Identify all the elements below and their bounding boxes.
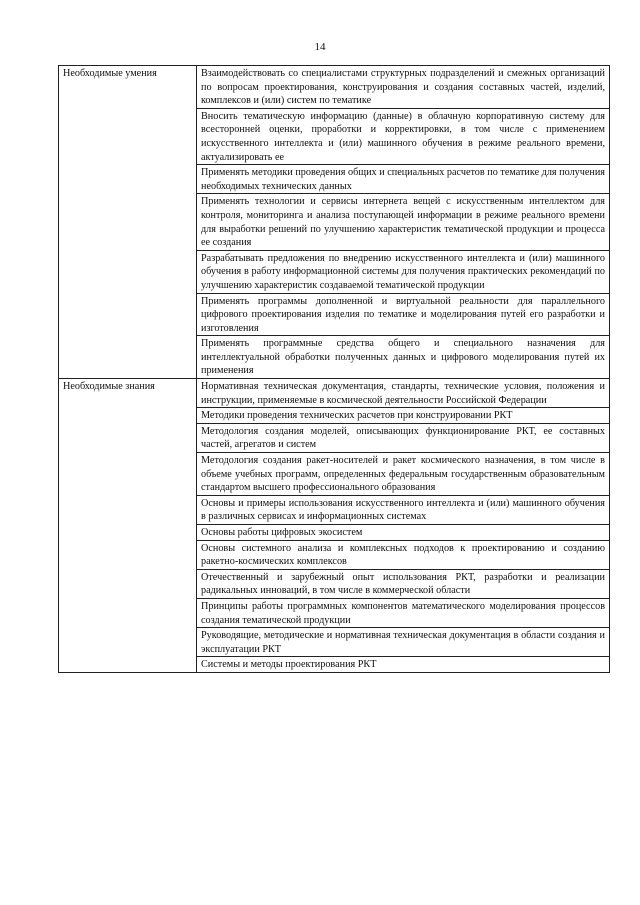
requirement-item: Применять программные средства общего и специального назначения для интеллектуальной обработки полученных данных и цифрового моделирования путей их применения [197, 336, 610, 379]
requirement-item: Применять методики проведения общих и специальных расчетов по тематике для получения необходимых технических данных [197, 165, 610, 194]
page-number: 14 [314, 41, 326, 53]
requirement-item: Вносить тематическую информацию (данные) в облачную корпоративную систему для всесторонней оценки, проработки и корректировки, в том числе с применением искусственного интеллекта и (или) машинного обучения в режиме реального времени, актуализировать ее [197, 108, 610, 164]
requirement-item: Основы системного анализа и комплексных подходов к проектированию и созданию ракетно-космических комплексов [197, 540, 610, 569]
requirements-table-body [59, 66, 610, 673]
requirement-item: Применять программы дополненной и виртуальной реальности для параллельного цифрового проектирования изделия по тематике и моделирования путей его разработки и изготовления [197, 293, 610, 336]
section-label-knowledge: Необходимые знания [59, 379, 197, 673]
requirement-item: Основы и примеры использования искусственного интеллекта и (или) машинного обучения в различных сервисах и информационных системах [197, 495, 610, 524]
requirement-item: Разрабатывать предложения по внедрению искусственного интеллекта и (или) машинного обучения в работу информационной системы для получения практических рекомендаций по улучшению характеристик создаваемой тематической продукции [197, 250, 610, 293]
requirements-table [58, 65, 610, 673]
requirement-item: Методики проведения технических расчетов при конструировании РКТ [197, 408, 610, 424]
requirement-item: Основы работы цифровых экосистем [197, 525, 610, 541]
requirement-item: Применять технологии и сервисы интернета вещей с искусственным интеллектом для контроля, мониторинга и анализа поступающей информации в режиме реального времени для выработки решений по улучшению характеристик тематической продукции и процесса ее создания [197, 194, 610, 250]
requirement-item: Методология создания ракет-носителей и ракет космического назначения, в том числе в объеме учебных программ, определенных федеральным государственным образовательным стандартом высшего профессионального образования [197, 453, 610, 496]
requirement-item: Нормативная техническая документация, стандарты, технические условия, положения и инструкции, применяемые в космической деятельности Российской Федерации [197, 379, 610, 408]
table-row [59, 379, 610, 408]
requirement-item: Взаимодействовать со специалистами структурных подразделений и смежных организаций по вопросам проектирования, конструирования и создания составных частей, изделий, комплексов и (или) систем по тематике [197, 66, 610, 109]
requirement-item: Руководящие, методические и нормативная техническая документация в области создания и эксплуатации РКТ [197, 628, 610, 657]
requirement-item: Методология создания моделей, описывающих функционирование РКТ, ее составных частей, агрегатов и систем [197, 423, 610, 452]
section-label-skills: Необходимые умения [59, 66, 197, 379]
requirement-item: Отечественный и зарубежный опыт использования РКТ, разработки и реализации радикальных инноваций, в том числе в коммерческой области [197, 569, 610, 598]
requirement-item: Принципы работы программных компонентов математического моделирования процессов создания тематической продукции [197, 598, 610, 627]
table-row [59, 66, 610, 109]
requirement-item: Системы и методы проектирования РКТ [197, 657, 610, 673]
